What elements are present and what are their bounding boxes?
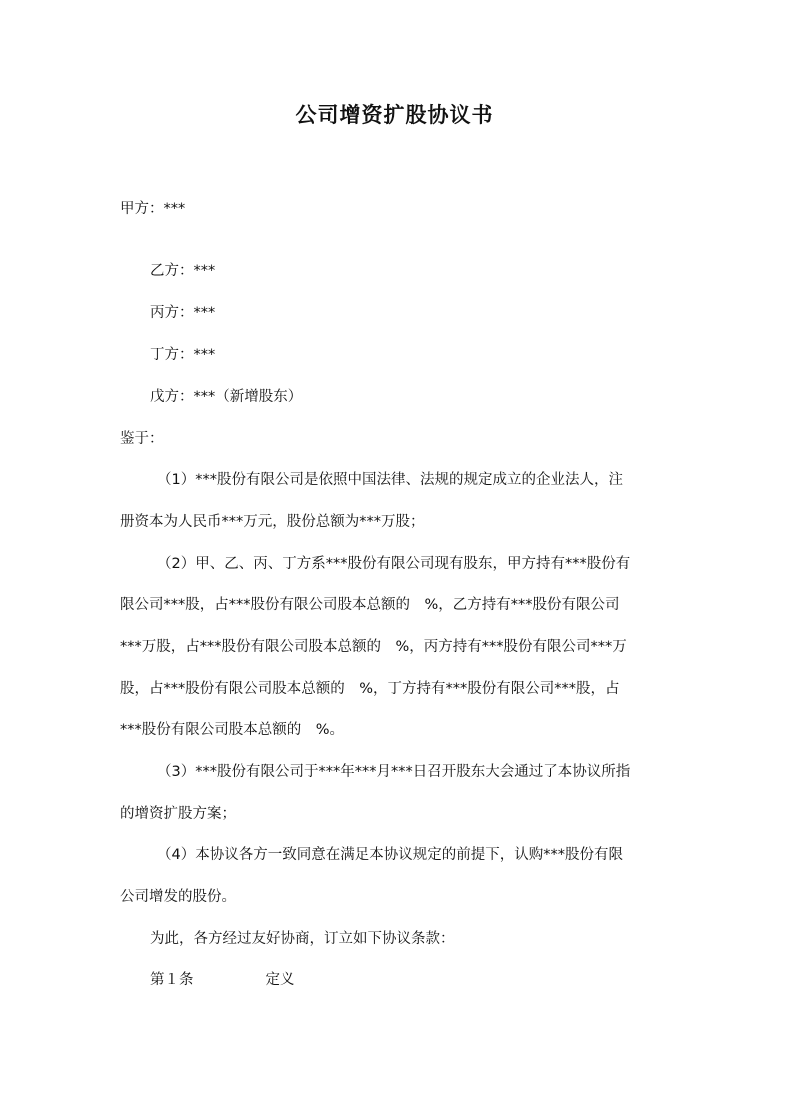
article-number: 第１条 (150, 972, 194, 988)
clause-2-line-3: ***万股，占***股份有限公司股本总额的 %，丙方持有***股份有限公司***万 (120, 639, 627, 655)
conclusion-line: 为此，各方经过友好协商，订立如下协议条款： (150, 931, 455, 947)
article-title: 定义 (265, 972, 295, 988)
clause-2-line-1: （2）甲、乙、丙、丁方系***股份有限公司现有股东，甲方持有***股份有 (157, 556, 631, 572)
party-e-line: 戊方：***（新增股东） (150, 389, 303, 405)
party-b-line: 乙方：*** (150, 263, 216, 279)
clause-1-line-1: （1）***股份有限公司是依照中国法律、法规的规定成立的企业法人，注 (157, 472, 623, 488)
document-title: 公司增资扩股协议书 (295, 102, 494, 127)
party-d-line: 丁方：*** (150, 347, 216, 363)
clause-2-line-4: 股，占***股份有限公司股本总额的 %，丁方持有***股份有限公司***股，占 (120, 681, 620, 697)
party-c-line: 丙方：*** (150, 305, 216, 321)
clause-3-line-2: 的增资扩股方案； (120, 806, 236, 822)
article-heading (150, 969, 295, 991)
clause-1-line-2: 册资本为人民币***万元，股份总额为***万股； (120, 514, 425, 530)
whereas-label: 鉴于： (120, 431, 164, 447)
clause-4-line-1: （4）本协议各方一致同意在满足本协议规定的前提下，认购***股份有限 (157, 847, 623, 863)
clause-4-line-2: 公司增发的股份。 (120, 889, 236, 905)
party-a-line: 甲方：*** (120, 201, 186, 217)
clause-3-line-1: （3）***股份有限公司于***年***月***日召开股东大会通过了本协议所指 (157, 764, 631, 780)
clause-2-line-5: ***股份有限公司股本总额的 %。 (120, 722, 345, 738)
clause-2-line-2: 限公司***股，占***股份有限公司股本总额的 %，乙方持有***股份有限公司 (120, 597, 620, 613)
